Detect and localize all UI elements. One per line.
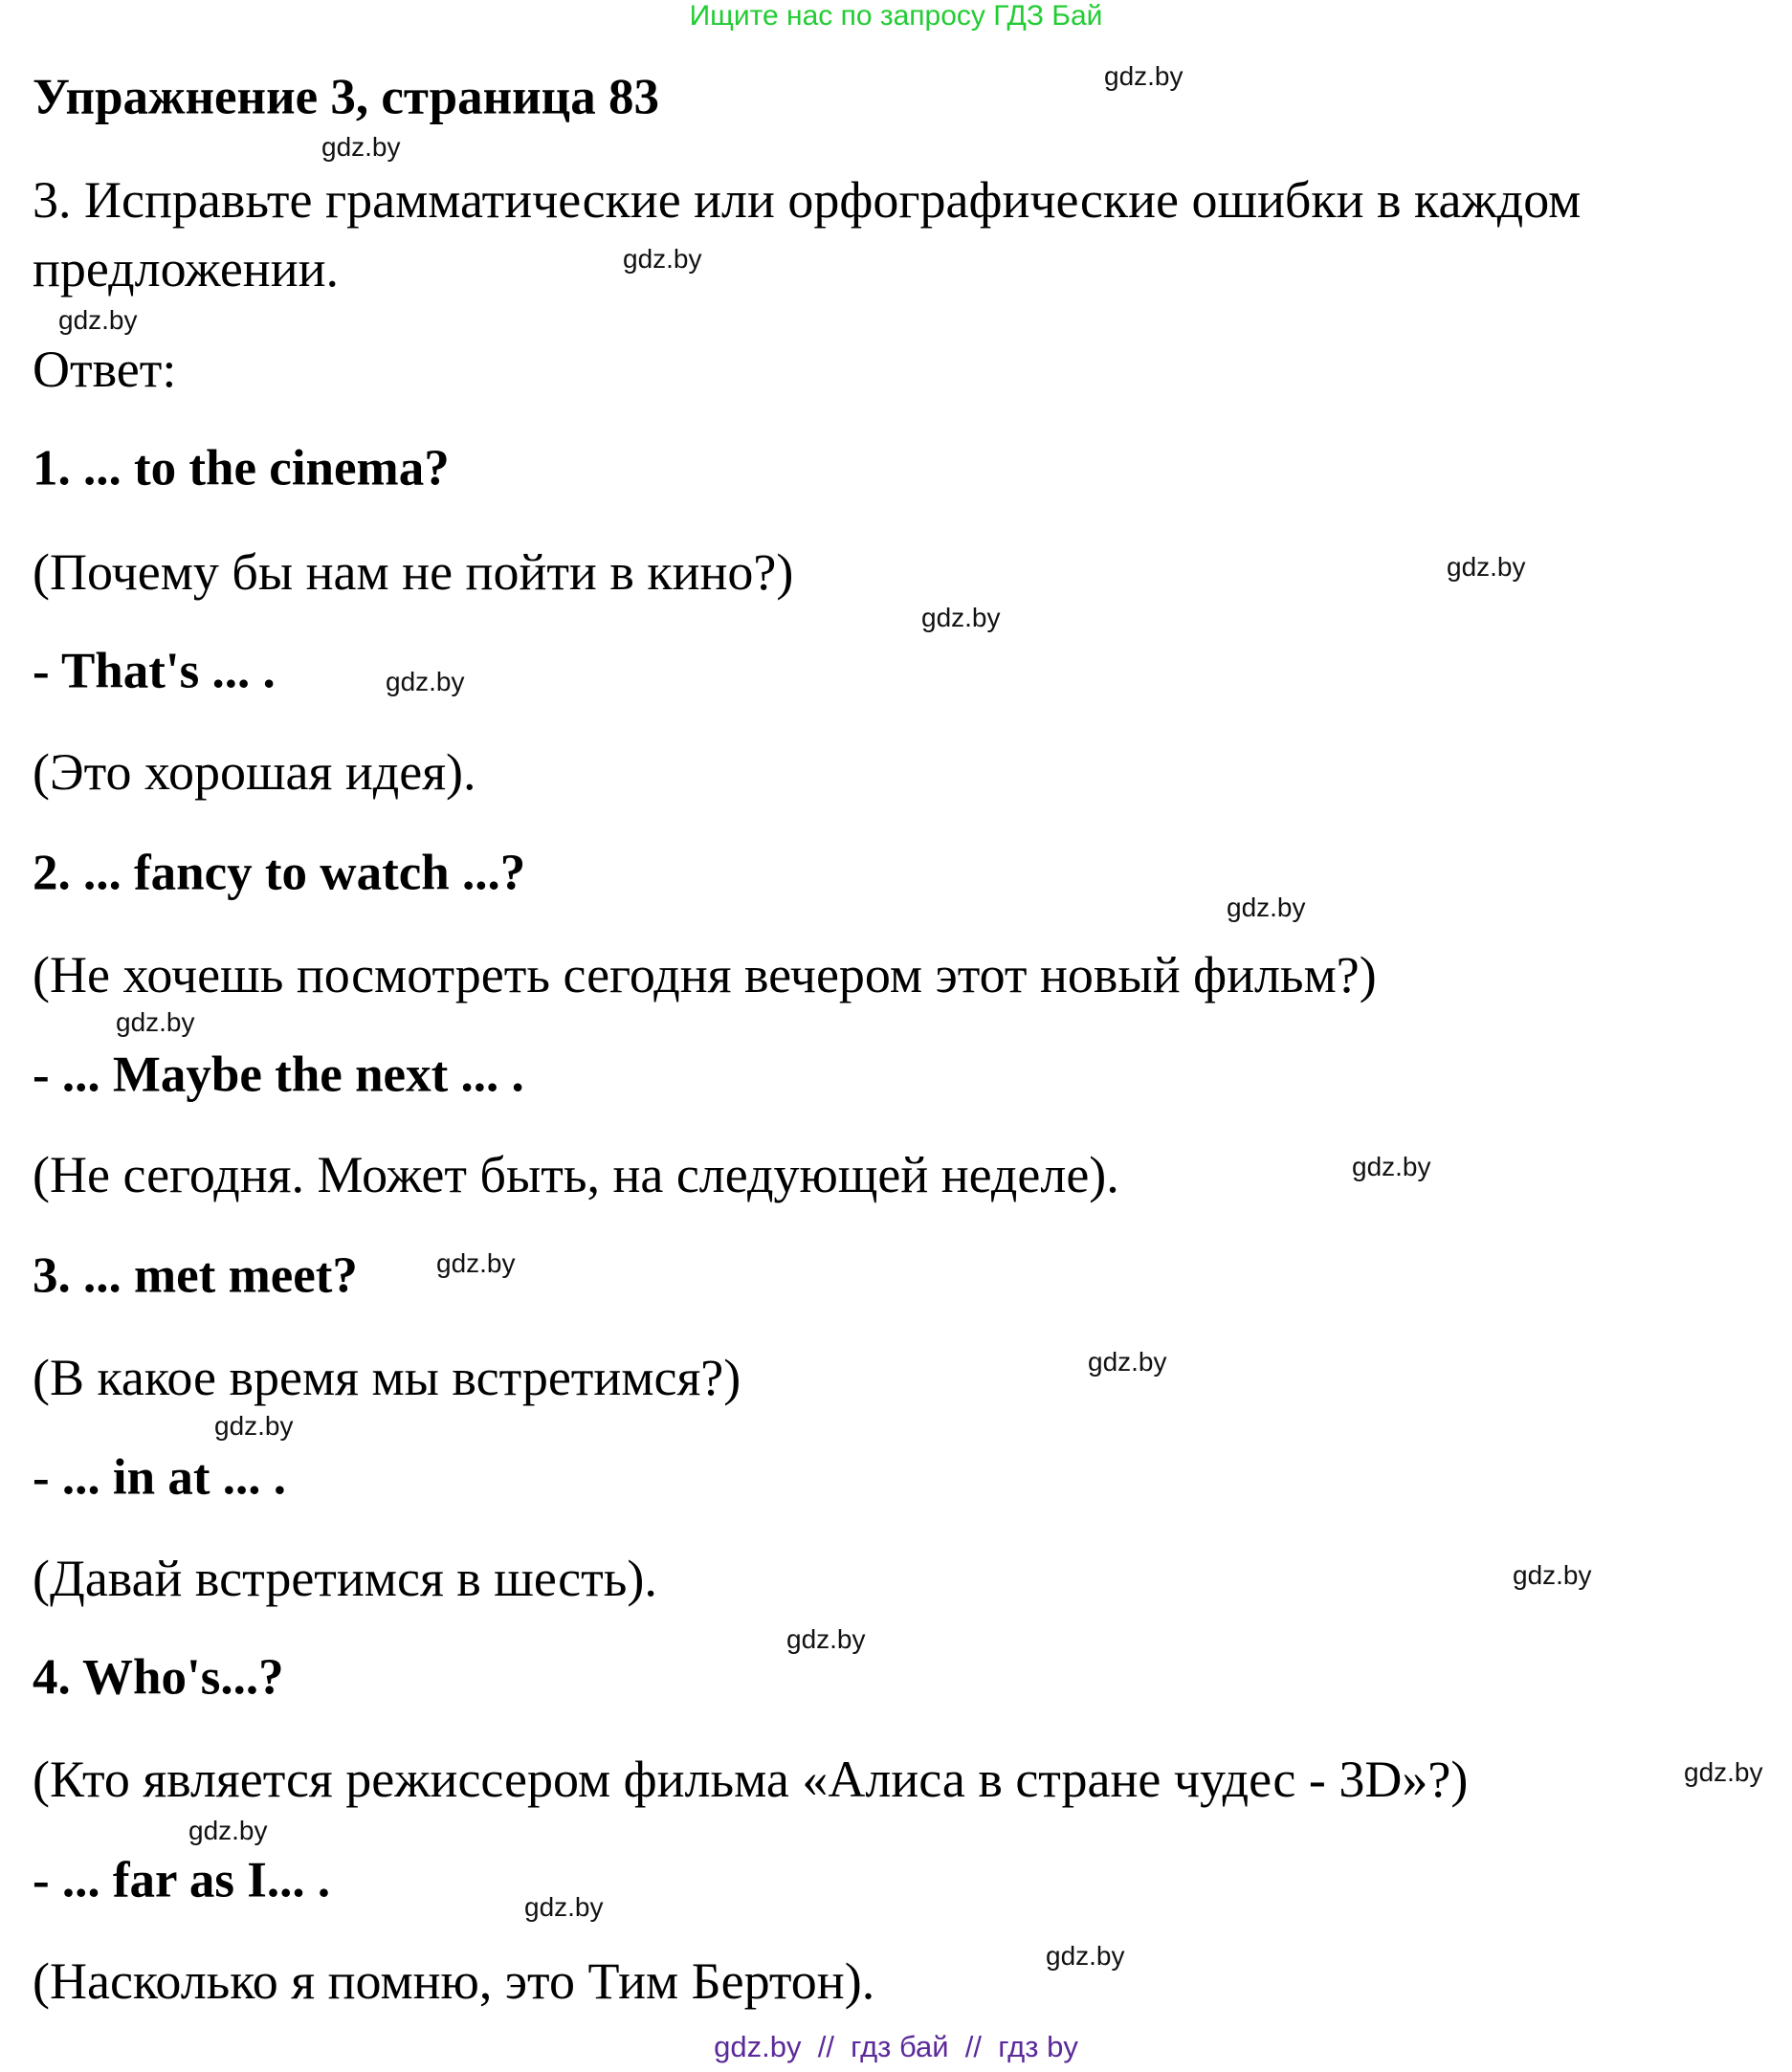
search-banner: Ищите нас по запросу ГДЗ Бай xyxy=(689,0,1103,32)
answer-translation: (Это хорошая идея). xyxy=(33,743,476,801)
answer-english: 1. ... to the cinema? xyxy=(33,440,450,496)
watermark: gdz.by xyxy=(1684,1757,1763,1787)
watermark: gdz.by xyxy=(1513,1560,1592,1590)
watermark: gdz.by xyxy=(386,667,465,696)
answer-english: 3. ... met meet? xyxy=(33,1247,358,1304)
answer-english: 4. Who's...? xyxy=(33,1649,284,1706)
watermark: gdz.by xyxy=(786,1624,866,1654)
watermark: gdz.by xyxy=(1088,1347,1167,1377)
answer-translation: (Насколько я помню, это Тим Бертон). xyxy=(33,1952,875,2010)
answer-translation: (Давай встретимся в шесть). xyxy=(33,1550,657,1607)
watermark: gdz.by xyxy=(921,603,1001,632)
answer-translation: (Не сегодня. Может быть, на следующей неделе). xyxy=(33,1146,1119,1203)
watermark: gdz.by xyxy=(214,1411,294,1441)
watermark: gdz.by xyxy=(1447,552,1526,582)
watermark: gdz.by xyxy=(58,305,138,335)
answer-translation: (Не хочешь посмотреть сегодня вечером этот новый фильм?) xyxy=(33,946,1377,1003)
watermark: gdz.by xyxy=(1352,1152,1431,1181)
answer-english: - ... far as I... . xyxy=(33,1852,331,1908)
answer-english: - ... Maybe the next ... . xyxy=(33,1047,524,1103)
watermark: gdz.by xyxy=(436,1248,516,1278)
watermark: gdz.by xyxy=(1104,61,1184,91)
answer-english: - That's ... . xyxy=(33,643,276,699)
answer-english: 2. ... fancy to watch ...? xyxy=(33,845,526,901)
task-text-line2: предложении. xyxy=(33,240,339,298)
task-text-line1: 3. Исправьте грамматические или орфографические ошибки в каждом xyxy=(33,171,1582,229)
page-title: Упражнение 3, страница 83 xyxy=(33,69,659,125)
answer-translation: (Кто является режиссером фильма «Алиса в стране чудес - 3D»?) xyxy=(33,1751,1469,1808)
answer-translation: (В какое время мы встретимся?) xyxy=(33,1349,741,1406)
watermark: gdz.by xyxy=(188,1816,268,1845)
footer-links: gdz.by // гдз бай // гдз by xyxy=(714,2030,1078,2063)
answer-translation: (Почему бы нам не пойти в кино?) xyxy=(33,543,794,601)
watermark: gdz.by xyxy=(1046,1941,1125,1971)
watermark: gdz.by xyxy=(1227,893,1306,922)
watermark: gdz.by xyxy=(623,244,702,274)
watermark: gdz.by xyxy=(524,1892,604,1922)
watermark: gdz.by xyxy=(116,1007,195,1037)
answer-label: Ответ: xyxy=(33,341,177,398)
answer-english: - ... in at ... . xyxy=(33,1449,286,1506)
watermark: gdz.by xyxy=(321,132,401,162)
